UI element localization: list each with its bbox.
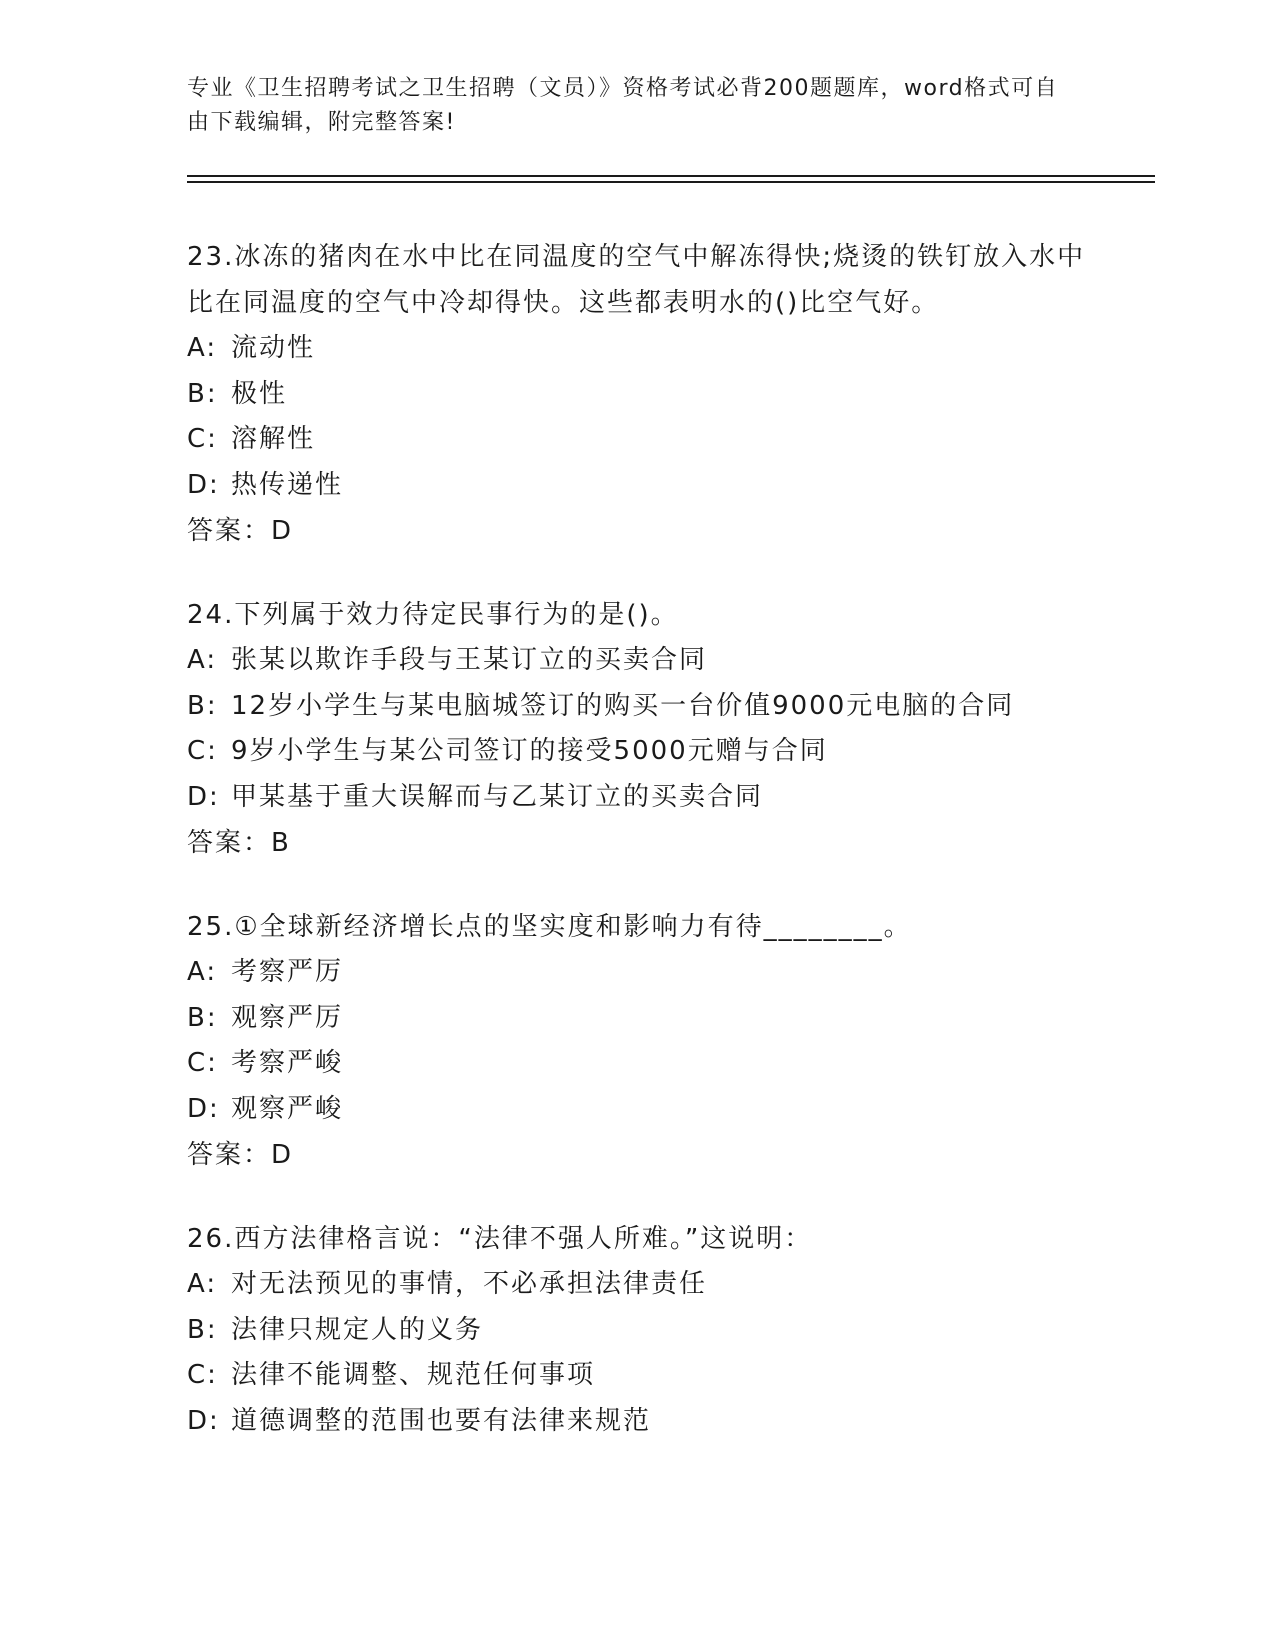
question-23: [187, 234, 1087, 554]
option-d: [187, 775, 1087, 821]
option-d: [187, 1087, 1087, 1133]
option-text: 法律不能调整、规范任何事项: [231, 1360, 596, 1390]
option-letter: D:: [187, 781, 220, 812]
option-letter: C:: [187, 1360, 218, 1390]
option-text: 法律只规定人的义务: [231, 1314, 484, 1345]
option-letter: B:: [187, 378, 218, 409]
question-stem: 26.西方法律格言说：“法律不强人所难。”这说明：: [187, 1224, 813, 1254]
option-letter: D:: [187, 1093, 220, 1124]
header-divider-top: [187, 175, 1155, 177]
question-stem: 25.①全球新经济增长点的坚实度和影响力有待________。: [187, 912, 912, 942]
option-c: [187, 729, 1087, 775]
header-divider-bottom: [187, 181, 1155, 183]
option-text: 9岁小学生与某公司签订的接受5000元赠与合同: [231, 736, 828, 766]
option-text: 流动性: [231, 333, 316, 363]
option-c: [187, 417, 1087, 463]
answer-line: 答案：D: [187, 1140, 294, 1170]
option-text: 12岁小学生与某电脑城签订的购买一台价值9000元电脑的合同: [231, 690, 1015, 721]
option-a: [187, 638, 1087, 684]
question-list: [187, 234, 1087, 1482]
question-25: [187, 904, 1087, 1178]
option-text: 张某以欺诈手段与王某订立的买卖合同: [231, 645, 708, 675]
option-text: 考察严厉: [231, 957, 344, 987]
option-letter: D:: [187, 469, 220, 500]
option-d: [187, 1399, 1087, 1445]
option-text: 甲某基于重大误解而与乙某订立的买卖合同: [231, 781, 764, 812]
option-letter: B:: [187, 1314, 218, 1345]
option-b: [187, 372, 1087, 418]
option-text: 观察严厉: [231, 1002, 344, 1033]
question-26: [187, 1216, 1087, 1444]
option-letter: C:: [187, 736, 218, 766]
option-letter: C:: [187, 1048, 218, 1078]
option-text: 观察严峻: [231, 1093, 344, 1124]
option-a: [187, 326, 1087, 372]
option-letter: A:: [187, 957, 218, 987]
option-c: [187, 1041, 1087, 1087]
option-b: [187, 684, 1087, 730]
option-text: 考察严峻: [231, 1048, 344, 1078]
option-b: [187, 996, 1087, 1042]
option-letter: D:: [187, 1405, 220, 1436]
question-24: [187, 592, 1087, 866]
answer-line: 答案：B: [187, 828, 291, 858]
document-header: 专业《卫生招聘考试之卫生招聘（文员）》资格考试必背200题题库，word格式可自由下载编辑，附完整答案!: [187, 76, 1059, 135]
option-text: 热传递性: [231, 469, 344, 500]
option-a: [187, 950, 1087, 996]
option-letter: A:: [187, 1269, 218, 1299]
option-c: [187, 1353, 1087, 1399]
option-text: 极性: [231, 378, 288, 409]
option-letter: A:: [187, 333, 218, 363]
option-text: 溶解性: [231, 424, 316, 454]
option-a: [187, 1262, 1087, 1308]
option-letter: B:: [187, 690, 218, 721]
option-d: [187, 463, 1087, 509]
option-b: [187, 1308, 1087, 1354]
question-stem: 24.下列属于效力待定民事行为的是()。: [187, 600, 679, 630]
answer-line: 答案：D: [187, 516, 294, 546]
option-letter: A:: [187, 645, 218, 675]
option-text: 对无法预见的事情，不必承担法律责任: [231, 1269, 708, 1299]
option-text: 道德调整的范围也要有法律来规范: [231, 1405, 652, 1436]
option-letter: B:: [187, 1002, 218, 1033]
option-letter: C:: [187, 424, 218, 454]
question-stem: 23.冰冻的猪肉在水中比在同温度的空气中解冻得快;烧烫的铁钉放入水中比在同温度的空气中冷却得快。这些都表明水的()比空气好。: [187, 242, 1086, 318]
